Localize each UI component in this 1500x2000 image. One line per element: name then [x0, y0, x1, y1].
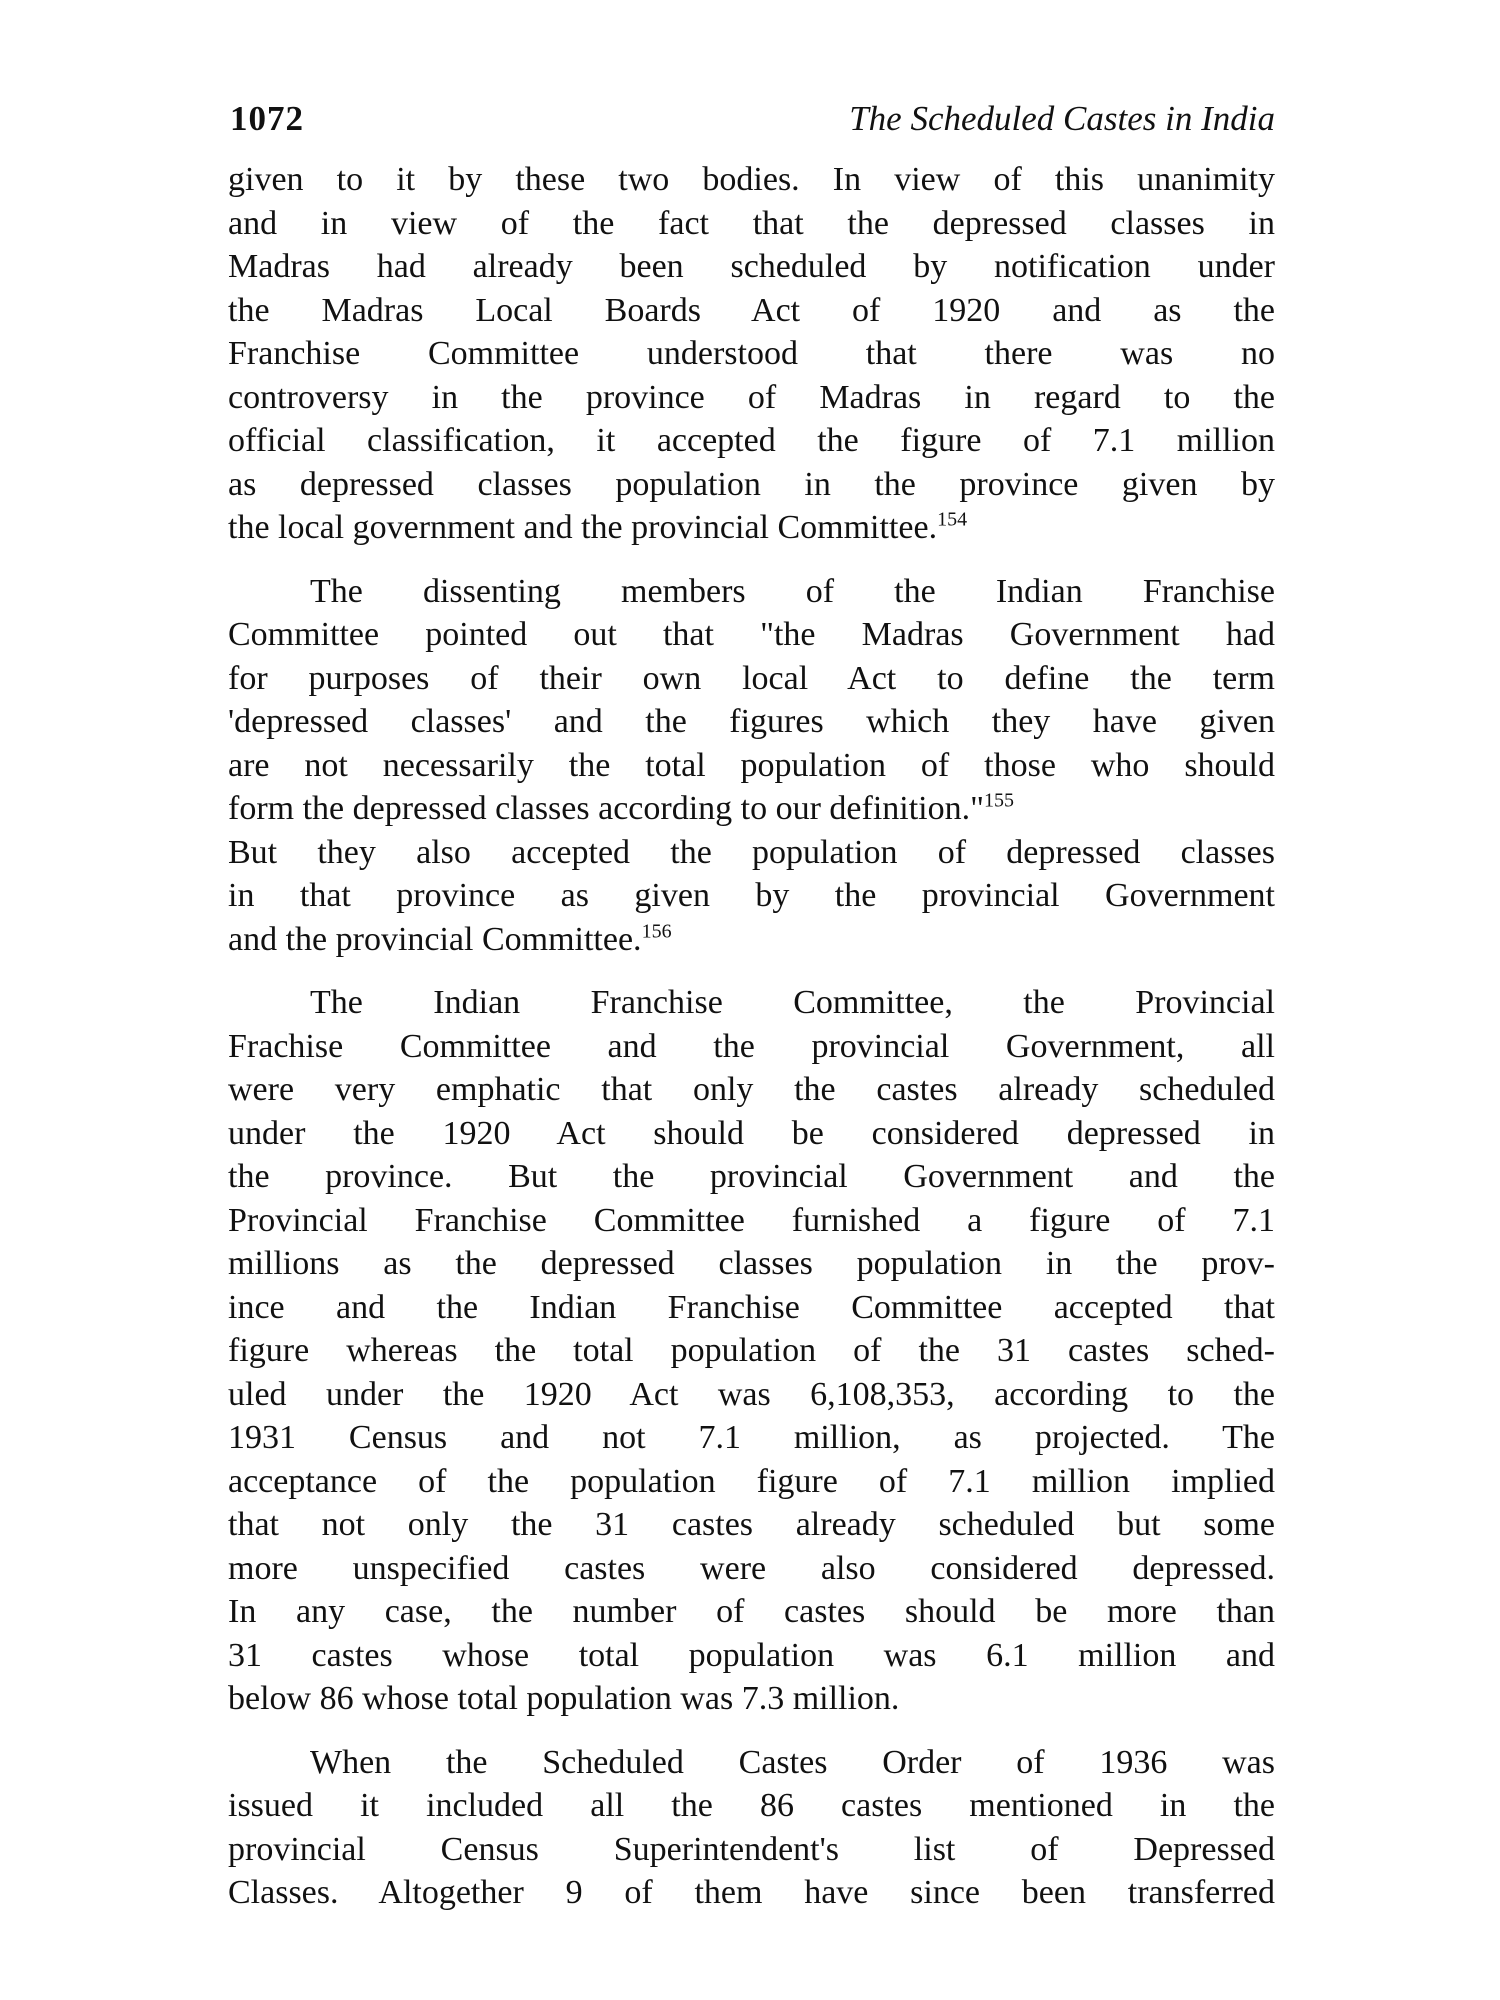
text-line: that not only the 31 castes already scheduled but some [228, 1506, 1275, 1543]
text-line: below 86 whose total population was 7.3 million. [228, 1680, 900, 1717]
paragraph-1 [228, 158, 1275, 550]
text-line: figure whereas the total population of the 31 castes sched- [228, 1332, 1275, 1369]
text-line: Provincial Franchise Committee furnished a figure of 7.1 [228, 1201, 1275, 1239]
text-line: issued it included all the 86 castes mentioned in the [228, 1787, 1275, 1824]
text-line: Classes. Altogether 9 of them have since been transferred [228, 1874, 1275, 1911]
text-line: controversy in the province of Madras in regard to the [228, 378, 1275, 416]
text-line: Franchise Committee understood that there was no [228, 335, 1275, 372]
text-line: In any case, the number of castes should be more than [228, 1593, 1275, 1630]
text-line: given to it by these two bodies. In view of this unanimity [228, 161, 1275, 198]
text-line: 1931 Census and not 7.1 million, as projected. The [228, 1419, 1275, 1456]
line-text: the local government and the provincial Committee. [228, 509, 938, 546]
text-line: the Madras Local Boards Act of 1920 and as the [228, 291, 1275, 329]
text-line: The dissenting members of the Indian Franchise [310, 572, 1275, 610]
line-text: and the provincial Committee. [228, 920, 642, 958]
text-line [228, 918, 1275, 962]
line-text: form the depressed classes according to our definition." [228, 790, 984, 827]
text-line: Frachise Committee and the provincial Government, all [228, 1027, 1275, 1065]
footnote-marker: 156 [641, 920, 672, 943]
text-line [228, 787, 1275, 831]
text-line: official classification, it accepted the figure of 7.1 million [228, 422, 1275, 459]
text-line: under the 1920 Act should be considered depressed in [228, 1114, 1275, 1152]
text-line: When the Scheduled Castes Order of 1936 was [310, 1743, 1275, 1781]
text-line: are not necessarily the total population of those who should [228, 746, 1275, 784]
footnote-marker: 155 [984, 789, 1014, 812]
text-line: provincial Census Superintendent's list of Depressed [228, 1830, 1275, 1868]
text-line: uled under the 1920 Act was 6,108,353, according to the [228, 1375, 1275, 1413]
text-line: ince and the Indian Franchise Committee accepted that [228, 1288, 1275, 1326]
text-line: more unspecified castes were also considered depressed. [228, 1549, 1275, 1587]
text-line: But they also accepted the population of depressed classes [228, 833, 1275, 871]
text-line: as depressed classes population in the province given by [228, 465, 1275, 503]
running-head [230, 96, 1275, 142]
text-line: were very emphatic that only the castes already scheduled [228, 1071, 1275, 1108]
text-line: Madras had already been scheduled by notification under [228, 248, 1275, 285]
text-line: for purposes of their own local Act to define the term [228, 659, 1275, 697]
text-line: millions as the depressed classes population in the prov- [228, 1245, 1275, 1282]
text-line: and in view of the fact that the depressed classes in [228, 204, 1275, 242]
text-line: 'depressed classes' and the figures which they have given [228, 703, 1275, 740]
paragraph-3 [228, 981, 1275, 1721]
text-line: 31 castes whose total population was 6.1 million and [228, 1636, 1275, 1674]
text-line: acceptance of the population figure of 7.1 million implied [228, 1462, 1275, 1500]
paragraph-2 [228, 570, 1275, 962]
page-number: 1072 [230, 99, 304, 138]
text-line: Committee pointed out that "the Madras Government had [228, 616, 1275, 653]
text-line: the province. But the provincial Government and the [228, 1158, 1275, 1195]
paragraph-4 [228, 1741, 1275, 1915]
text-line: The Indian Franchise Committee, the Provincial [310, 984, 1275, 1021]
body-text [228, 158, 1275, 1935]
footnote-marker: 154 [937, 508, 968, 531]
book-title: The Scheduled Castes in India [849, 99, 1275, 138]
text-line: in that province as given by the provincial Government [228, 877, 1275, 914]
text-line [228, 506, 1275, 550]
